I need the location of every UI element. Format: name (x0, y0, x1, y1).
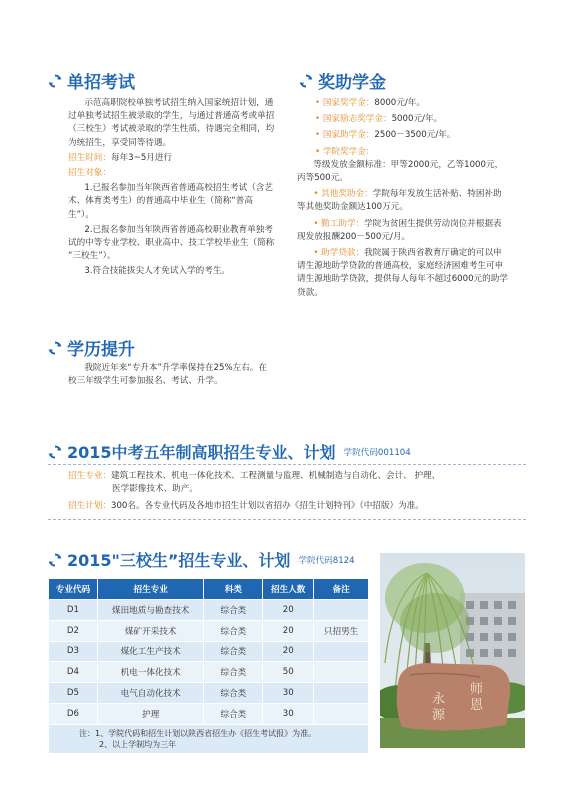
stone-char: 源 (432, 708, 446, 723)
scholarship-item: • 国家励志奖学金：5000元/年。 (315, 114, 443, 125)
target-item: 2.已报名参加当年陕西省普通高校职业教育单独考 试的中等专业学校、职业高中、技工学校毕业生（简称 “三校生”）。 (68, 224, 275, 262)
five-year-body: 招生专业：建筑工程技术、机电一体化技术、工程测量与监理、机械制造与自动化、会计、 护理、 医学影像技术、助产。 招生计划：300名。各专业代码及各地市招生计划以省招办《招生计划特刊》（中招版）为准。 (68, 471, 441, 512)
scholarship-item: • 勤工助学：学院为贫困生提供劳动岗位并根据表 (313, 218, 502, 229)
refresh-arrows-icon (299, 74, 313, 88)
target-item: 3.符合技能拔尖人才免试入学的考生。 (84, 266, 231, 277)
single-exam-heading (48, 68, 135, 93)
majors-list: 建筑工程技术、机电一体化技术、工程测量与监理、机械制造与自动化、会计、 护理、 (110, 471, 441, 481)
single-exam-title: 单招考试 (67, 73, 135, 93)
upgrade-heading (48, 335, 135, 360)
target-label: 招生对象： (68, 168, 111, 179)
plan-label: 招生计划： (68, 501, 111, 512)
five-year-title: 2015中考五年制高职招生专业、计划 (67, 443, 336, 462)
time-value: 每年3~5月进行 (110, 152, 173, 163)
scholarship-item: • 其他奖助金：学院每年发放生活补贴、特困补助 (313, 189, 502, 200)
scholarship-title: 奖助学金 (318, 73, 386, 93)
intro-line: 过单独考试招生被录取的学生，与通过普通高考或单招 (68, 111, 275, 122)
scholarship-item: • 学院奖学金： (315, 146, 375, 157)
divider (48, 519, 526, 520)
stone-char: 永 (432, 692, 446, 707)
time-label: 招生时间： (68, 152, 111, 163)
scholarship-item: • 国家奖学金：8000元/年。 (315, 98, 425, 108)
note-line: 注：1、学院代码和招生计划以陕西省招生办《招生考试报》为准。 (79, 728, 317, 738)
stone-char: 师 (470, 682, 484, 697)
column-header: 专业代码 (49, 579, 98, 600)
refresh-arrows-icon (48, 74, 62, 88)
column-header: 备注 (314, 579, 369, 600)
campus-photo (380, 553, 525, 748)
divider (48, 464, 526, 465)
scholarship-item: • 助学贷款：我院属于陕西省教育厅确定的可以申 (313, 248, 502, 259)
scholarship-item: • 国家助学金：2500－3500元/年。 (315, 130, 456, 141)
three-school-code: 学院代码8124 (298, 555, 355, 566)
table-notes (49, 724, 369, 753)
three-school-table (48, 578, 369, 754)
three-school-title: 2015"三校生”招生专业、计划 (67, 551, 291, 570)
table-row: D1 煤田地质与勘查技术 综合类 20 (49, 600, 369, 621)
column-header: 招生专业 (97, 579, 204, 600)
upgrade-title: 学历提升 (67, 340, 135, 360)
table-row: D6 护理 综合类 30 (49, 703, 369, 724)
scholarship-body: • 国家奖学金：8000元/年。 • 国家励志奖学金：5000元/年。 • 国家助学金：2500－3500元/年。 • 学院奖学金： 等级发放金额标准：甲等2000元，乙等1000元， 丙等500元。 • 其他奖助金：学院每年发放生活补贴、特困补助 等其他奖助金额达100万元。 • 勤工助学：学院为贫困生提供劳动岗位并根据表 现发放报酬200－500元/月。 • 助学贷款：我院属于陕西省教育厅确定的可以申 请生源地助学贷款的普通高校，家庭经济困难考生可申 请生源地助学贷款，提供每人每年不超过6000元的助学 贷款。 (315, 97, 530, 300)
refresh-arrows-icon (48, 553, 62, 567)
five-year-code: 学院代码001104 (343, 447, 411, 458)
refresh-arrows-icon (48, 341, 62, 355)
column-header: 科类 (204, 579, 263, 600)
table-row: D4 机电一体化技术 综合类 50 (49, 662, 369, 683)
campus-photo-image (380, 553, 525, 748)
column-header: 招生人数 (263, 579, 314, 600)
refresh-arrows-icon (48, 445, 62, 459)
scholarship-heading (299, 68, 386, 93)
majors-label: 招生专业： (68, 471, 111, 481)
table-header-row (49, 579, 369, 600)
table-row: D5 电气自动化技术 综合类 30 (49, 683, 369, 704)
plan-text: 300名。各专业代码及各地市招生计划以省招办《招生计划特刊》（中招版）为准。 (110, 501, 424, 512)
three-school-heading (48, 548, 355, 571)
note-line: 2、以上学制均为三年 (99, 739, 177, 749)
table-notes-row (49, 724, 369, 753)
target-item: 1.已报名参加当年陕西省普通高校招生考试（含艺 术、体育类考生）的普通高中毕业生（简称“普高 生”）。 (68, 183, 273, 220)
table-row: D2 煤矿开采技术 综合类 20 只招男生 (49, 620, 369, 641)
stone-char: 恩 (470, 698, 484, 713)
single-exam-body (68, 97, 283, 279)
intro-line: （三校生）考试被录取的学生性质、待遇完全相同，均 (68, 124, 275, 135)
upgrade-body: 我院近年来“专升本”升学率保持在25%左右。在 校三年级学生可参加报名、考试、升学。 (68, 363, 268, 387)
table-row: D3 煤化工生产技术 综合类 20 (49, 641, 369, 662)
intro-line: 为统招生，享受同等待遇。 (68, 137, 172, 148)
intro-line: 示范高职院校单独考试招生纳入国家统招计划，通 (84, 98, 274, 108)
five-year-heading (48, 440, 411, 463)
